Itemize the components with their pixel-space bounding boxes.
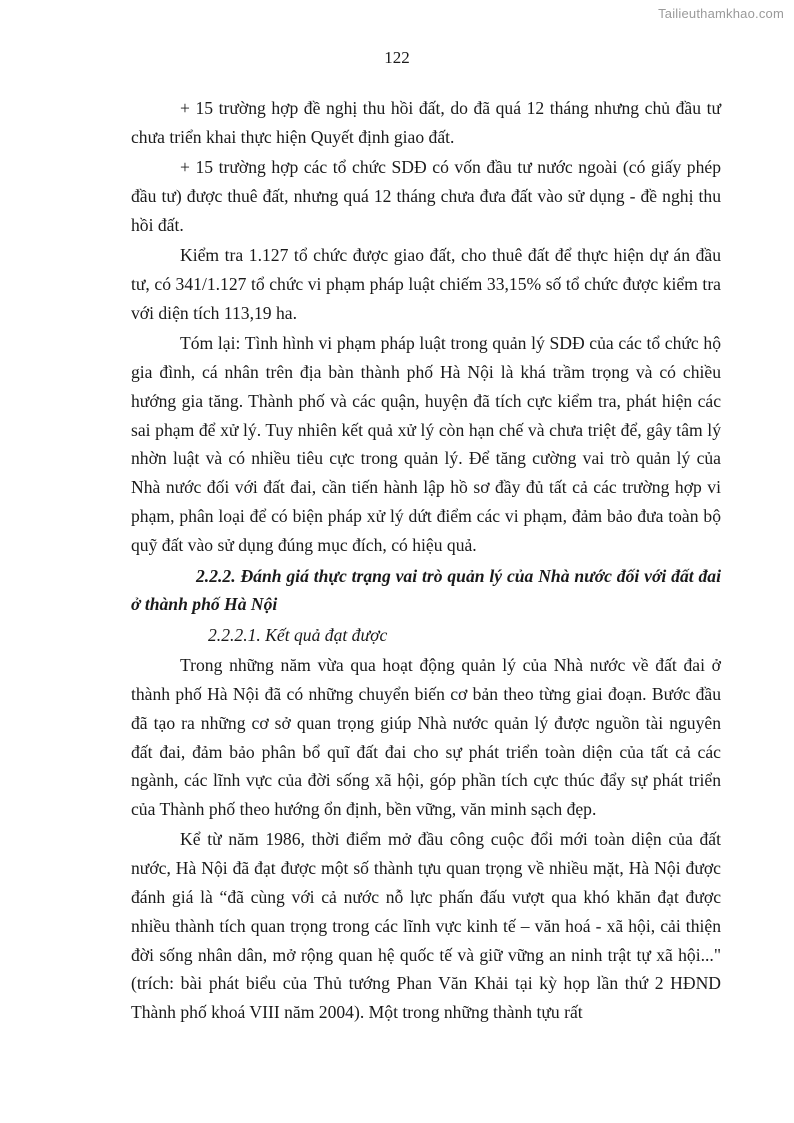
paragraph-results: Trong những năm vừa qua hoạt động quản lý của Nhà nước về đất đai ở thành phố Hà Nội đã có những chuyển biến cơ bản theo từng giai đoạn. Bước đầu đã tạo ra những cơ sở quan trọng giúp Nhà nước quản lý được nguồn tài nguyên đất đai, đảm bảo phân bổ quĩ đất đai cho sự phát triển toàn diện của tất cả các ngành, các lĩnh vực của đời sống xã hội, góp phần tích cực thúc đẩy sự phát triển của Thành phố theo hướng ổn định, bền vững, văn minh sạch đẹp. xyxy=(131,655,721,820)
paragraph-inspection: Kiểm tra 1.127 tổ chức được giao đất, cho thuê đất để thực hiện dự án đầu tư, có 341/1.127 tổ chức vi phạm pháp luật chiếm 33,15% số tổ chức được kiểm tra với diện tích 113,19 ha. xyxy=(131,245,721,323)
paragraph-revoke-foreign: + 15 trường hợp các tổ chức SDĐ có vốn đầu tư nước ngoài (có giấy phép đầu tư) được thuê đất, nhưng quá 12 tháng chưa đưa đất vào sử dụng - đề nghị thu hồi đất. xyxy=(131,157,721,235)
subsection-heading-2-2-2-1: 2.2.2.1. Kết quả đạt được xyxy=(208,624,388,645)
watermark: Tailieuthamkhao.com xyxy=(658,6,784,21)
paragraph-since-1986: Kể từ năm 1986, thời điểm mở đầu công cuộc đổi mới toàn diện của đất nước, Hà Nội đã đạt được một số thành tựu quan trọng về nhiều mặt, Hà Nội được đánh giá là “đã cùng với cả nước nỗ lực phấn đấu vượt qua khó khăn đạt được nhiều thành tích quan trọng trong các lĩnh vực kinh tế – văn hoá - xã hội, cải thiện đời sống nhân dân, mở rộng quan hệ quốc tế và giữ vững an ninh trật tự xã hội..." (trích: bài phát biểu của Thủ tướng Phan Văn Khải tại kỳ họp lần thứ 2 HĐND Thành phố khoá VIII năm 2004). Một trong những thành tựu rất xyxy=(131,829,721,1023)
paragraph-revoke-investor: + 15 trường hợp đề nghị thu hồi đất, do đã quá 12 tháng nhưng chủ đầu tư chưa triển khai thực hiện Quyết định giao đất. xyxy=(131,98,721,147)
paragraph-summary: Tóm lại: Tình hình vi phạm pháp luật trong quản lý SDĐ của các tổ chức hộ gia đình, cá nhân trên địa bàn thành phố Hà Nội là khá trầm trọng và có chiều hướng gia tăng. Thành phố và các quận, huyện đã tích cực kiểm tra, phát hiện các sai phạm để xử lý. Tuy nhiên kết quả xử lý còn hạn chế và chưa triệt để, gây tâm lý nhờn luật và có nhiều tiêu cực trong quản lý. Để tăng cường vai trò quản lý của Nhà nước đối với đất đai, cần tiến hành lập hồ sơ đầy đủ tất cả các trường hợp vi phạm, phân loại để có biện pháp xử lý dứt điểm các vi phạm, đảm bảo đưa toàn bộ quỹ đất vào sử dụng đúng mục đích, có hiệu quả. xyxy=(131,333,721,555)
section-heading-2-2-2: 2.2.2. Đánh giá thực trạng vai trò quản lý của Nhà nước đối với đất đai ở thành phố Hà Nội xyxy=(131,565,721,615)
page-number: 122 xyxy=(384,48,410,67)
document-body xyxy=(131,94,721,1029)
